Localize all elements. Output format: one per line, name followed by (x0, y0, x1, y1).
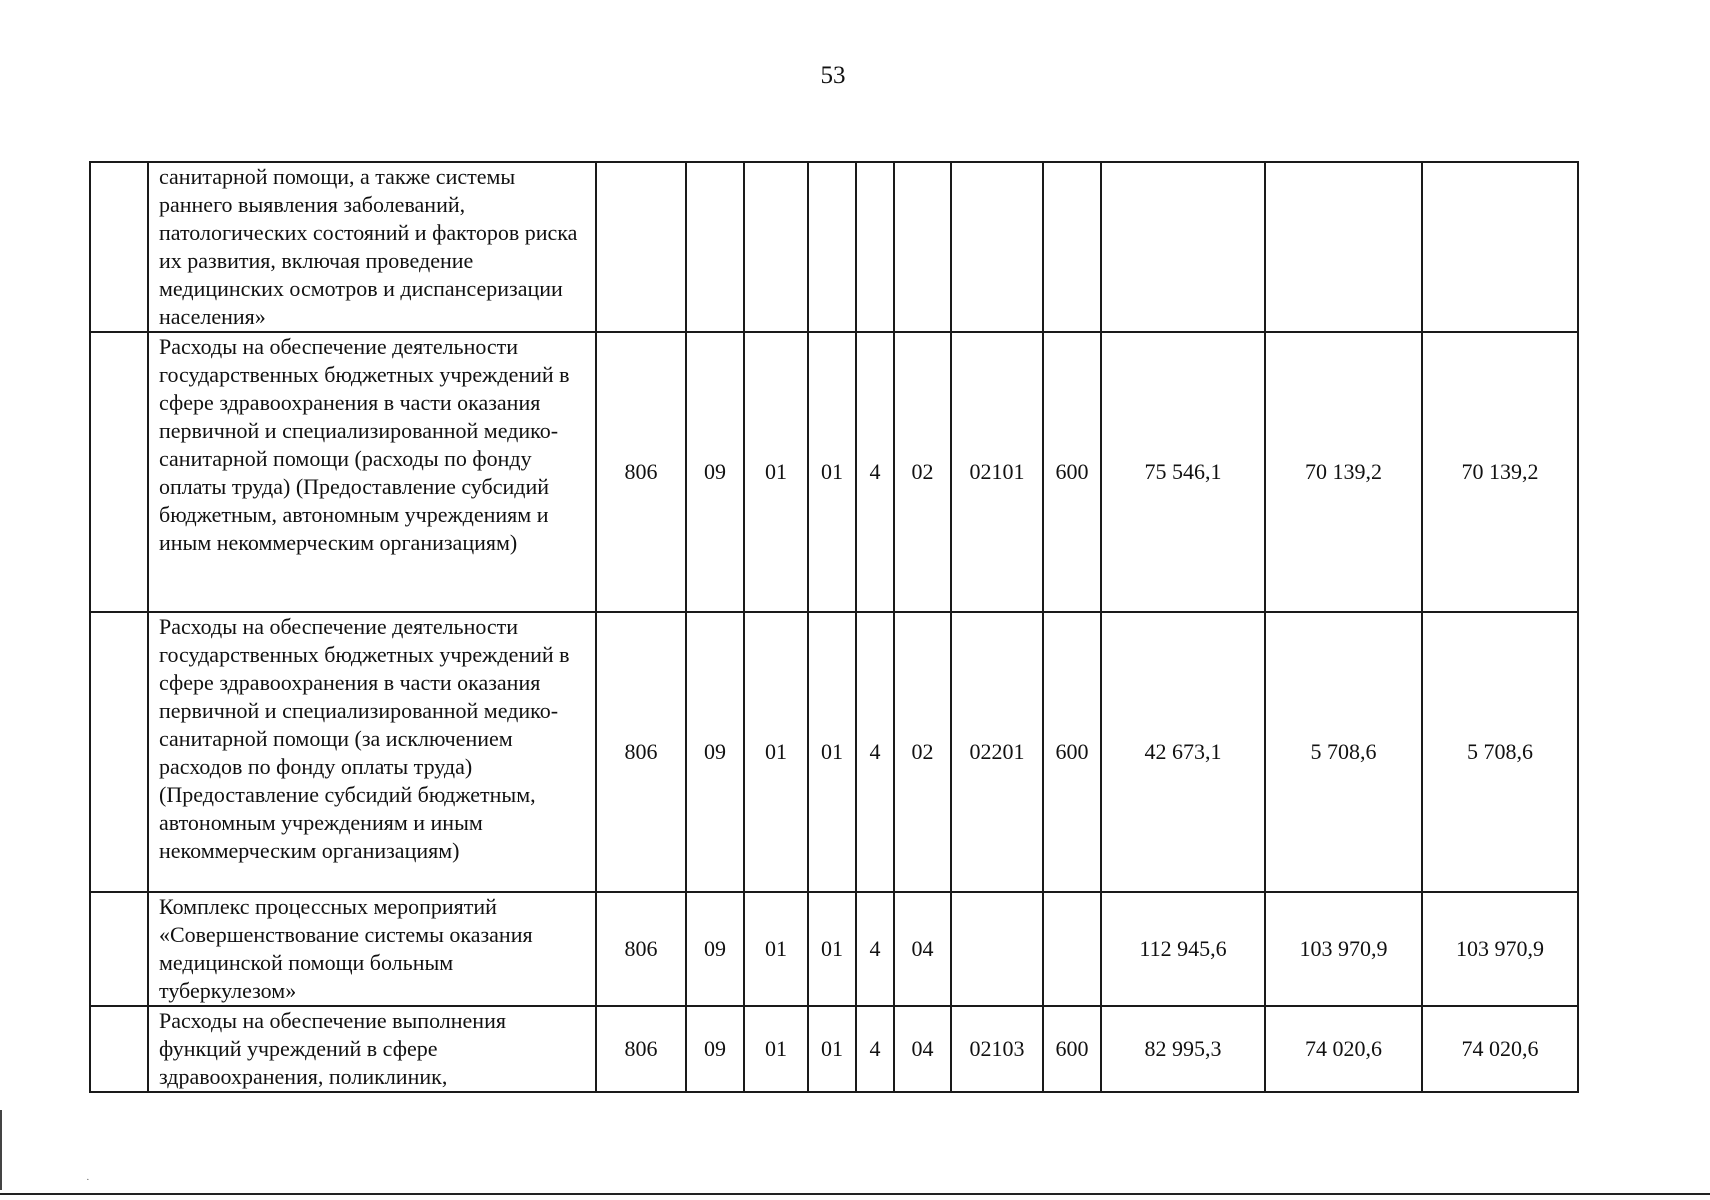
amount-year1-cell: 75 546,1 (1101, 332, 1265, 612)
program-code-cell: 01 (808, 1006, 856, 1092)
complex-code-cell: 04 (894, 1006, 951, 1092)
amount-year3-cell: 5 708,6 (1422, 612, 1578, 892)
expense-type-code-cell: 600 (1043, 1006, 1101, 1092)
program-type-code-cell (856, 162, 894, 332)
scan-edge-mark (0, 1110, 2, 1190)
subsection-code-cell: 01 (744, 892, 808, 1006)
description-cell: Комплекс процессных мероприятий «Совершенствование системы оказания медицинской помощи больным туберкулезом» (148, 892, 596, 1006)
program-code-cell: 01 (808, 892, 856, 1006)
expense-type-code-cell: 600 (1043, 612, 1101, 892)
description-cell: Расходы на обеспечение выполнения функций учреждений в сфере здравоохранения, поликлиник, (148, 1006, 596, 1092)
program-type-code-cell: 4 (856, 332, 894, 612)
page-number: 53 (820, 62, 846, 89)
expense-type-code-cell (1043, 892, 1101, 1006)
program-code-cell (808, 162, 856, 332)
table-row (90, 162, 1578, 332)
amount-year2-cell (1265, 162, 1422, 332)
amount-year1-cell (1101, 162, 1265, 332)
row-number-cell (90, 892, 148, 1006)
description-cell: санитарной помощи, а также системы раннего выявления заболеваний, патологических состояний и факторов риска их развития, включая проведение медицинских осмотров и диспансеризации населения» (148, 162, 596, 332)
program-type-code-cell: 4 (856, 892, 894, 1006)
table-row (90, 892, 1578, 1006)
row-number-cell (90, 1006, 148, 1092)
page-bottom-rule (0, 1193, 1710, 1195)
table-row (90, 1006, 1578, 1092)
subsection-code-cell: 01 (744, 1006, 808, 1092)
direction-code-cell: 02201 (951, 612, 1043, 892)
direction-code-cell (951, 892, 1043, 1006)
complex-code-cell (894, 162, 951, 332)
row-number-cell (90, 162, 148, 332)
section-code-cell: 09 (686, 612, 744, 892)
ministry-code-cell: 806 (596, 332, 686, 612)
scan-speck-mark: · (86, 1174, 90, 1186)
ministry-code-cell: 806 (596, 612, 686, 892)
section-code-cell: 09 (686, 892, 744, 1006)
section-code-cell (686, 162, 744, 332)
subsection-code-cell (744, 162, 808, 332)
amount-year3-cell (1422, 162, 1578, 332)
table-row (90, 612, 1578, 892)
subsection-code-cell: 01 (744, 332, 808, 612)
complex-code-cell: 02 (894, 332, 951, 612)
budget-table (89, 161, 1579, 1093)
amount-year1-cell: 82 995,3 (1101, 1006, 1265, 1092)
expense-type-code-cell: 600 (1043, 332, 1101, 612)
description-cell: Расходы на обеспечение деятельности государственных бюджетных учреждений в сфере здравоохранения в части оказания первичной и специализированной медико-санитарной помощи (за исключением расходов по фонду оплаты труда) (Предоставление субсидий бюджетным, автономным учреждениям и иным некоммерческим организациям) (148, 612, 596, 892)
ministry-code-cell: 806 (596, 1006, 686, 1092)
direction-code-cell: 02103 (951, 1006, 1043, 1092)
amount-year2-cell: 74 020,6 (1265, 1006, 1422, 1092)
amount-year2-cell: 103 970,9 (1265, 892, 1422, 1006)
row-number-cell (90, 332, 148, 612)
amount-year3-cell: 103 970,9 (1422, 892, 1578, 1006)
expense-type-code-cell (1043, 162, 1101, 332)
program-code-cell: 01 (808, 612, 856, 892)
complex-code-cell: 02 (894, 612, 951, 892)
row-number-cell (90, 612, 148, 892)
amount-year2-cell: 5 708,6 (1265, 612, 1422, 892)
description-cell: Расходы на обеспечение деятельности государственных бюджетных учреждений в сфере здравоохранения в части оказания первичной и специализированной медико-санитарной помощи (расходы по фонду оплаты труда) (Предоставление субсидий бюджетным, автономным учреждениям и иным некоммерческим организациям) (148, 332, 596, 612)
program-type-code-cell: 4 (856, 612, 894, 892)
subsection-code-cell: 01 (744, 612, 808, 892)
direction-code-cell (951, 162, 1043, 332)
amount-year1-cell: 112 945,6 (1101, 892, 1265, 1006)
amount-year3-cell: 70 139,2 (1422, 332, 1578, 612)
direction-code-cell: 02101 (951, 332, 1043, 612)
amount-year2-cell: 70 139,2 (1265, 332, 1422, 612)
ministry-code-cell (596, 162, 686, 332)
amount-year3-cell: 74 020,6 (1422, 1006, 1578, 1092)
program-type-code-cell: 4 (856, 1006, 894, 1092)
complex-code-cell: 04 (894, 892, 951, 1006)
table-row (90, 332, 1578, 612)
ministry-code-cell: 806 (596, 892, 686, 1006)
program-code-cell: 01 (808, 332, 856, 612)
section-code-cell: 09 (686, 332, 744, 612)
section-code-cell: 09 (686, 1006, 744, 1092)
amount-year1-cell: 42 673,1 (1101, 612, 1265, 892)
